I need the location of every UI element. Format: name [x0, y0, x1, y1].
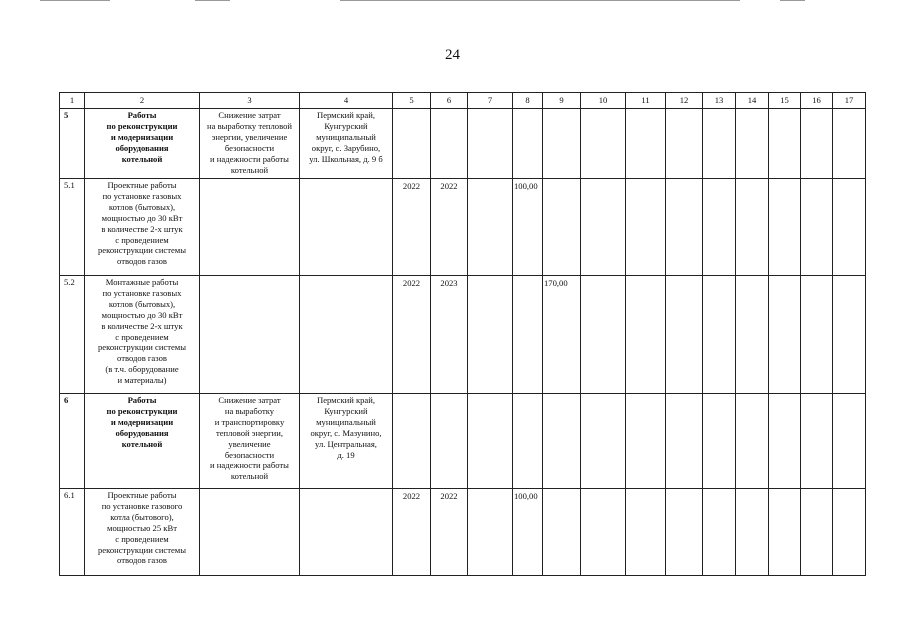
column-number-cell: 9 — [543, 93, 581, 109]
text-line: отводов газов — [117, 353, 167, 364]
value-cell-col13 — [703, 489, 736, 576]
text-line: с проведением — [115, 331, 169, 342]
goal-cell — [200, 489, 300, 576]
scan-edge-line — [780, 0, 805, 1]
column-number-row — [60, 93, 866, 109]
text-line: по установке газовых — [102, 287, 182, 298]
value-cell-col10 — [581, 109, 626, 179]
item-number-cell: 6.1 — [60, 489, 85, 576]
work-description-cell — [85, 109, 200, 179]
text-line: и модернизации — [110, 416, 174, 427]
address-cell — [300, 179, 393, 276]
text-line: реконструкции системы — [97, 544, 187, 555]
text-line: д. 19 — [337, 449, 355, 460]
table-row — [60, 179, 866, 276]
column-number-cell: 5 — [393, 93, 431, 109]
value-cell-col10 — [581, 394, 626, 489]
text-line: Кунгурский — [324, 405, 368, 416]
value-cell-col13 — [703, 179, 736, 276]
scan-edge-line — [40, 0, 110, 1]
text-line: и материалы) — [117, 375, 167, 386]
text-line: Проектные работы — [107, 490, 177, 500]
text-line: на выработку тепловой — [207, 120, 292, 131]
value-cell-col16 — [801, 394, 833, 489]
value-cell-col11 — [626, 489, 666, 576]
goal-cell — [200, 276, 300, 394]
measures-table — [59, 92, 866, 576]
address-cell — [300, 276, 393, 394]
value-cell-col13 — [703, 276, 736, 394]
text-line: и модернизации — [110, 131, 174, 142]
value-cell-col8 — [513, 276, 543, 394]
value-cell-col11 — [626, 109, 666, 179]
table-row — [60, 109, 866, 179]
value-cell-col11 — [626, 276, 666, 394]
value-cell-col10 — [581, 489, 626, 576]
value-cell-col12 — [666, 489, 703, 576]
text-line: реконструкции системы — [97, 245, 187, 256]
text-line: Монтажные работы — [105, 277, 179, 287]
text-line: в количестве 2-х штук — [101, 223, 183, 234]
goal-cell — [200, 394, 300, 489]
value-cell-col14 — [736, 394, 769, 489]
text-line: Пермский край, — [317, 395, 375, 405]
value-cell-col17 — [833, 109, 866, 179]
end-year-cell: 2022 — [431, 489, 468, 576]
start-year-cell — [393, 394, 431, 489]
text-line: безопасности — [224, 142, 275, 153]
value-cell-col15 — [769, 179, 801, 276]
value-cell-col15 — [769, 276, 801, 394]
text-line: оборудования — [115, 427, 169, 438]
text-line: энергии, увеличение — [211, 131, 288, 142]
text-line: Снижение затрат — [218, 110, 281, 120]
goal-cell — [200, 179, 300, 276]
text-line: ул. Школьная, д. 9 б — [309, 153, 383, 164]
scan-edge-line — [340, 0, 740, 1]
value-cell-col9 — [543, 109, 581, 179]
value-cell-col12 — [666, 394, 703, 489]
start-year-cell: 2022 — [393, 276, 431, 394]
text-line: котельной — [121, 438, 163, 449]
value-cell-col7 — [468, 179, 513, 276]
value-cell-col7 — [468, 109, 513, 179]
table-row — [60, 489, 866, 576]
value-cell-col7 — [468, 276, 513, 394]
end-year-cell — [431, 109, 468, 179]
value-cell-col12 — [666, 109, 703, 179]
text-line: реконструкции системы — [97, 342, 187, 353]
column-number-cell: 11 — [626, 93, 666, 109]
value-cell-col17 — [833, 489, 866, 576]
work-description-cell — [85, 489, 200, 576]
text-line: котлов (бытовых), — [108, 201, 176, 212]
text-line: муниципальный — [316, 416, 376, 427]
text-line: отводов газов — [117, 555, 167, 566]
column-number-cell: 17 — [833, 93, 866, 109]
value-cell-col17 — [833, 276, 866, 394]
value-cell-col16 — [801, 276, 833, 394]
column-number-cell: 6 — [431, 93, 468, 109]
address-cell — [300, 489, 393, 576]
value-cell-col16 — [801, 489, 833, 576]
text-line: по установке газовых — [102, 190, 182, 201]
page-number: 24 — [445, 47, 460, 63]
text-line: по реконструкции — [106, 120, 178, 131]
value-cell-col10 — [581, 179, 626, 276]
address-cell — [300, 109, 393, 179]
work-description-cell — [85, 179, 200, 276]
column-number-cell: 14 — [736, 93, 769, 109]
text-line: округ, с. Мазунино, — [310, 427, 382, 438]
scan-edge-line — [195, 0, 230, 1]
value-cell-col9 — [543, 394, 581, 489]
text-line: Снижение затрат — [218, 395, 281, 405]
item-number-cell: 5 — [60, 109, 85, 179]
text-line: с проведением — [115, 533, 169, 544]
value-cell-col13 — [703, 109, 736, 179]
value-cell-col17 — [833, 179, 866, 276]
value-cell-col8 — [513, 394, 543, 489]
text-line: безопасности — [224, 449, 275, 460]
value-cell-col13 — [703, 394, 736, 489]
column-number-cell: 4 — [300, 93, 393, 109]
text-line: и надежности работы — [210, 153, 289, 164]
value-cell-col14 — [736, 489, 769, 576]
address-cell — [300, 394, 393, 489]
text-line: муниципальный — [316, 131, 376, 142]
text-line: Работы — [127, 395, 157, 405]
column-number-cell: 16 — [801, 93, 833, 109]
text-line: мощностью до 30 кВт — [101, 309, 183, 320]
text-line: котельной — [121, 153, 163, 164]
value-cell-col8: 100,00 — [513, 179, 543, 276]
text-line: с проведением — [115, 234, 169, 245]
value-cell-col9: 170,00 — [543, 276, 581, 394]
work-description-cell — [85, 276, 200, 394]
text-line: по реконструкции — [106, 405, 178, 416]
column-number-cell: 1 — [60, 93, 85, 109]
column-number-cell: 7 — [468, 93, 513, 109]
start-year-cell: 2022 — [393, 179, 431, 276]
value-cell-col14 — [736, 179, 769, 276]
goal-cell — [200, 109, 300, 179]
column-number-cell: 8 — [513, 93, 543, 109]
table-row — [60, 394, 866, 489]
value-cell-col15 — [769, 394, 801, 489]
value-cell-col7 — [468, 394, 513, 489]
text-line: и транспортировку — [214, 416, 285, 427]
value-cell-col7 — [468, 489, 513, 576]
text-line: Проектные работы — [107, 180, 177, 190]
text-line: мощностью до 30 кВт — [101, 212, 183, 223]
text-line: по установке газового — [101, 500, 183, 511]
value-cell-col11 — [626, 179, 666, 276]
value-cell-col16 — [801, 179, 833, 276]
text-line: котлов (бытовых), — [108, 298, 176, 309]
end-year-cell — [431, 394, 468, 489]
start-year-cell — [393, 109, 431, 179]
text-line: мощностью 25 кВт — [107, 522, 177, 533]
value-cell-col15 — [769, 109, 801, 179]
text-line: котельной — [230, 164, 269, 175]
column-number-cell: 13 — [703, 93, 736, 109]
text-line: на выработку — [224, 405, 275, 416]
item-number-cell: 5.1 — [60, 179, 85, 276]
text-line: Пермский край, — [317, 110, 375, 120]
column-number-cell: 12 — [666, 93, 703, 109]
value-cell-col10 — [581, 276, 626, 394]
text-line: ул. Центральная, — [315, 438, 377, 449]
value-cell-col14 — [736, 276, 769, 394]
value-cell-col8 — [513, 109, 543, 179]
value-cell-col8: 100,00 — [513, 489, 543, 576]
value-cell-col15 — [769, 489, 801, 576]
value-cell-col12 — [666, 179, 703, 276]
value-cell-col17 — [833, 394, 866, 489]
text-line: в количестве 2-х штук — [101, 320, 183, 331]
text-line: тепловой энергии, — [215, 427, 284, 438]
end-year-cell: 2022 — [431, 179, 468, 276]
value-cell-col12 — [666, 276, 703, 394]
column-number-cell: 15 — [769, 93, 801, 109]
text-line: оборудования — [115, 142, 169, 153]
start-year-cell: 2022 — [393, 489, 431, 576]
value-cell-col9 — [543, 489, 581, 576]
text-line: округ, с. Зарубино, — [311, 142, 381, 153]
value-cell-col14 — [736, 109, 769, 179]
text-line: и надежности работы — [210, 460, 289, 471]
end-year-cell: 2023 — [431, 276, 468, 394]
column-number-cell: 3 — [200, 93, 300, 109]
text-line: котельной — [230, 471, 269, 482]
value-cell-col9 — [543, 179, 581, 276]
column-number-cell: 2 — [85, 93, 200, 109]
value-cell-col11 — [626, 394, 666, 489]
text-line: отводов газов — [117, 256, 167, 267]
text-line: увеличение — [228, 438, 271, 449]
column-number-cell: 10 — [581, 93, 626, 109]
text-line: котла (бытового), — [110, 511, 174, 522]
work-description-cell — [85, 394, 200, 489]
item-number-cell: 5.2 — [60, 276, 85, 394]
value-cell-col16 — [801, 109, 833, 179]
text-line: Кунгурский — [324, 120, 368, 131]
text-line: Работы — [127, 110, 157, 120]
item-number-cell: 6 — [60, 394, 85, 489]
text-line: (в т.ч. оборудование — [105, 364, 179, 375]
table-row — [60, 276, 866, 394]
